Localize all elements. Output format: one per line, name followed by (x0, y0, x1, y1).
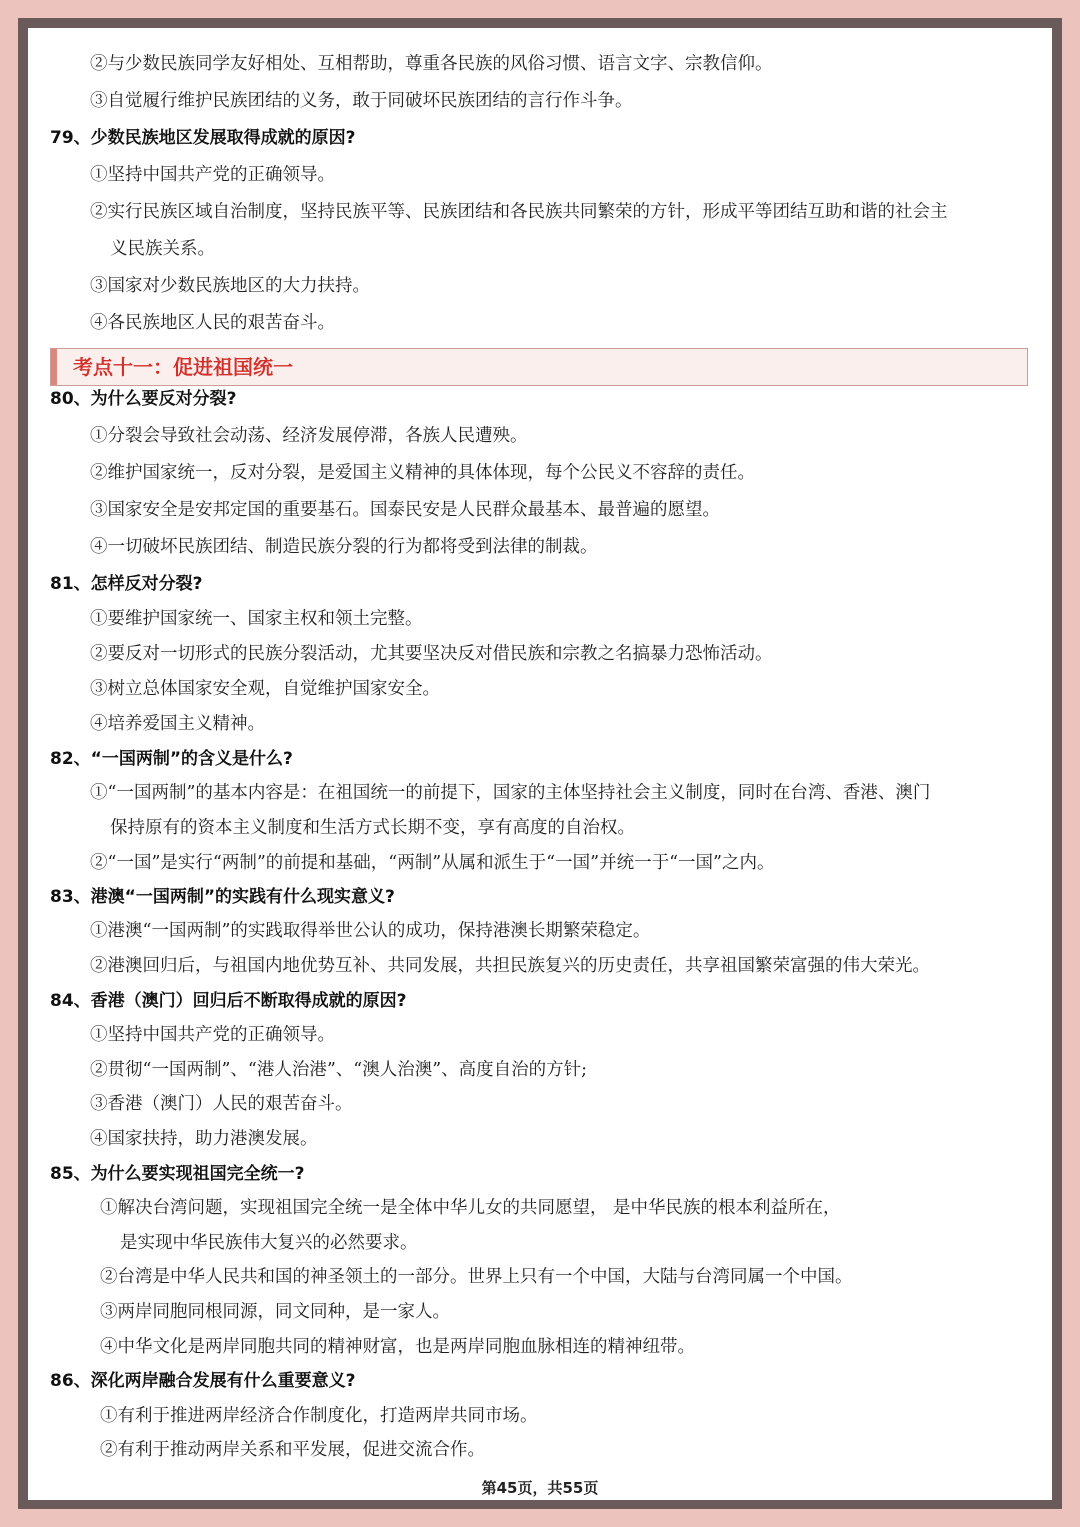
text-line: ①分裂会导致社会动荡、经济发展停滞，各族人民遭殃。 (90, 426, 528, 446)
text-line: ②维护国家统一，反对分裂，是爱国主义精神的具体体现，每个公民义不容辞的责任。 (90, 463, 755, 483)
text-line: ②与少数民族同学友好相处、互相帮助，尊重各民族的风俗习惯、语言文字、宗教信仰。 (90, 54, 773, 74)
text-line: ①港澳“一国两制”的实践取得举世公认的成功，保持港澳长期繁荣稳定。 (90, 921, 651, 941)
page-number-footer: 第45页，共55页 (481, 1479, 599, 1497)
text-line: ②实行民族区域自治制度，坚持民族平等、民族团结和各民族共同繁荣的方针，形成平等团结互助和谐的社会主 (90, 202, 948, 222)
text-line: ①坚持中国共产党的正确领导。 (90, 165, 335, 185)
text-line: ③国家安全是安邦定国的重要基石。国泰民安是人民群众最基本、最普遍的愿望。 (90, 500, 720, 520)
question-79-heading: 79、少数民族地区发展取得成就的原因? (50, 128, 356, 148)
question-81-heading: 81、怎样反对分裂? (50, 574, 203, 594)
question-82-heading: 82、“一国两制”的含义是什么? (50, 749, 293, 769)
text-line: ③香港（澳门）人民的艰苦奋斗。 (90, 1094, 353, 1114)
question-86-heading: 86、深化两岸融合发展有什么重要意义? (50, 1371, 356, 1391)
text-line: ③自觉履行维护民族团结的义务，敢于同破坏民族团结的言行作斗争。 (90, 91, 633, 111)
text-line: 保持原有的资本主义制度和生活方式长期不变，享有高度的自治权。 (110, 818, 635, 838)
section-accent-bar (51, 349, 57, 385)
question-80-heading: 80、为什么要反对分裂? (50, 389, 237, 409)
text-line: ④培养爱国主义精神。 (90, 714, 265, 734)
text-line: ②要反对一切形式的民族分裂活动，尤其要坚决反对借民族和宗教之名搞暴力恐怖活动。 (90, 644, 773, 664)
text-line: ②港澳回归后，与祖国内地优势互补、共同发展，共担民族复兴的历史责任，共享祖国繁荣富强的伟大荣光。 (90, 956, 930, 976)
text-line: ①坚持中国共产党的正确领导。 (90, 1025, 335, 1045)
text-line: ②有利于推动两岸关系和平发展，促进交流合作。 (100, 1440, 485, 1460)
text-line: 义民族关系。 (110, 239, 215, 259)
text-line: ④国家扶持，助力港澳发展。 (90, 1129, 318, 1149)
question-84-heading: 84、香港（澳门）回归后不断取得成就的原因? (50, 991, 407, 1011)
section-header (50, 348, 1028, 386)
text-line: ③两岸同胞同根同源，同文同种，是一家人。 (100, 1302, 450, 1322)
text-line: ①有利于推进两岸经济合作制度化，打造两岸共同市场。 (100, 1406, 538, 1426)
text-line: 是实现中华民族伟大复兴的必然要求。 (120, 1233, 418, 1253)
text-line: ③树立总体国家安全观，自觉维护国家安全。 (90, 679, 440, 699)
text-line: ①“一国两制”的基本内容是：在祖国统一的前提下，国家的主体坚持社会主义制度，同时在台湾、香港、澳门 (90, 783, 931, 803)
text-line: ②贯彻“一国两制”、“港人治港”、“澳人治澳”、高度自治的方针; (90, 1060, 588, 1080)
text-line: ②“一国”是实行“两制”的前提和基础，“两制”从属和派生于“一国”并统一于“一国”之内。 (90, 853, 775, 873)
text-line: ①要维护国家统一、国家主权和领土完整。 (90, 609, 423, 629)
text-line: ③国家对少数民族地区的大力扶持。 (90, 276, 370, 296)
text-line: ①解决台湾问题，实现祖国完全统一是全体中华儿女的共同愿望， 是中华民族的根本利益所在， (100, 1198, 841, 1218)
text-line: ④各民族地区人民的艰苦奋斗。 (90, 313, 335, 333)
text-line: ④一切破坏民族团结、制造民族分裂的行为都将受到法律的制裁。 (90, 537, 598, 557)
section-title: 考点十一：促进祖国统一 (73, 355, 293, 379)
document-page (28, 28, 1052, 1500)
question-83-heading: 83、港澳“一国两制”的实践有什么现实意义? (50, 887, 395, 907)
question-85-heading: 85、为什么要实现祖国完全统一? (50, 1164, 305, 1184)
text-line: ④中华文化是两岸同胞共同的精神财富，也是两岸同胞血脉相连的精神纽带。 (100, 1337, 695, 1357)
text-line: ②台湾是中华人民共和国的神圣领土的一部分。世界上只有一个中国，大陆与台湾同属一个中国。 (100, 1267, 853, 1287)
